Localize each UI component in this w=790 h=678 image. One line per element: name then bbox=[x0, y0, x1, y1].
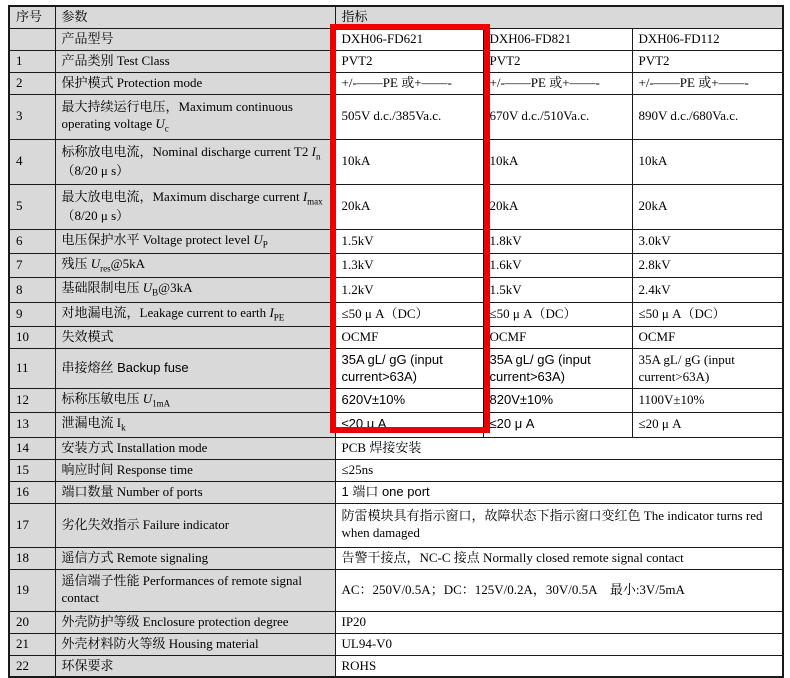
table-row bbox=[9, 72, 783, 94]
param-label: 产品型号 bbox=[55, 28, 335, 50]
value-cell: ROHS bbox=[335, 655, 783, 677]
value-cell: 20kA bbox=[632, 184, 783, 229]
row-no: 22 bbox=[9, 655, 55, 677]
value-cell: AC：250V/0.5A；DC：125V/0.2A，30V/0.5A 最小:3V/5mA bbox=[335, 569, 783, 611]
row-no: 14 bbox=[9, 437, 55, 459]
row-no: 17 bbox=[9, 503, 55, 547]
param-label: 泄漏电流 $I_k$ bbox=[55, 413, 335, 437]
spec-table bbox=[8, 5, 784, 678]
param-label: 失效模式 bbox=[55, 327, 335, 349]
header-row bbox=[9, 6, 783, 28]
table-row bbox=[9, 302, 783, 326]
value-cell: 防雷模块具有指示窗口，故障状态下指示窗口变红色 The indicator turns red when damaged bbox=[335, 503, 783, 547]
value-cell: 1.3kV bbox=[335, 254, 483, 278]
value-cell: ≤20 μ A bbox=[632, 413, 783, 437]
value-cell: OCMF bbox=[632, 327, 783, 349]
param-label: 劣化失效指示 Failure indicator bbox=[55, 503, 335, 547]
row-no: 10 bbox=[9, 327, 55, 349]
value-cell: ≤50 μ A（DC） bbox=[483, 302, 632, 326]
row-no: 13 bbox=[9, 413, 55, 437]
value-cell: 2.4kV bbox=[632, 278, 783, 302]
param-label: 遥信端子性能 Performances of remote signal contact bbox=[55, 569, 335, 611]
table-row bbox=[9, 413, 783, 437]
row-no: 5 bbox=[9, 184, 55, 229]
table-row bbox=[9, 278, 783, 302]
table-row bbox=[9, 389, 783, 413]
table-row bbox=[9, 437, 783, 459]
value-cell: 1 端口 one port bbox=[335, 481, 783, 503]
table-row bbox=[9, 655, 783, 677]
row-no: 16 bbox=[9, 481, 55, 503]
param-label: 安装方式 Installation mode bbox=[55, 437, 335, 459]
value-cell: 2.8kV bbox=[632, 254, 783, 278]
value-cell: OCMF bbox=[335, 327, 483, 349]
table-row bbox=[9, 184, 783, 229]
value-cell: ≤50 μ A（DC） bbox=[335, 302, 483, 326]
table-row bbox=[9, 139, 783, 184]
value-cell: 670V d.c./510Va.c. bbox=[483, 94, 632, 139]
value-cell: 35A gL/ gG (input current>63A) bbox=[483, 349, 632, 389]
col-header-param: 参数 bbox=[55, 6, 335, 28]
value-cell: PCB 焊接安装 bbox=[335, 437, 783, 459]
value-cell: 3.0kV bbox=[632, 229, 783, 253]
row-no: 18 bbox=[9, 547, 55, 569]
table-row bbox=[9, 94, 783, 139]
param-label: 遥信方式 Remote signaling bbox=[55, 547, 335, 569]
value-cell: PVT2 bbox=[335, 50, 483, 72]
table-row bbox=[9, 349, 783, 389]
param-label: 电压保护水平 Voltage protect level $U_P$ bbox=[55, 229, 335, 253]
table-row bbox=[9, 633, 783, 655]
value-cell: +/-——PE 或+——- bbox=[483, 72, 632, 94]
row-no: 15 bbox=[9, 459, 55, 481]
param-label: 端口数量 Number of ports bbox=[55, 481, 335, 503]
model-name-fd112: DXH06-FD112 bbox=[632, 28, 783, 50]
value-cell: ≤25ns bbox=[335, 459, 783, 481]
value-cell: 10kA bbox=[335, 139, 483, 184]
row-no: 4 bbox=[9, 139, 55, 184]
table-row bbox=[9, 327, 783, 349]
row-no: 7 bbox=[9, 254, 55, 278]
value-cell: UL94-V0 bbox=[335, 633, 783, 655]
value-cell: 35A gL/ gG (input current>63A) bbox=[335, 349, 483, 389]
row-no: 6 bbox=[9, 229, 55, 253]
param-label: 残压 $U_{res}@5kA$ bbox=[55, 254, 335, 278]
value-cell: 1.5kV bbox=[335, 229, 483, 253]
table-row bbox=[9, 569, 783, 611]
param-label: 响应时间 Response time bbox=[55, 459, 335, 481]
value-cell: 1.2kV bbox=[335, 278, 483, 302]
value-cell: 10kA bbox=[483, 139, 632, 184]
value-cell: 35A gL/ gG (input current>63A) bbox=[632, 349, 783, 389]
param-label: 最大放电电流，Maximum discharge current $I_{max}$ （8/20 μ s） bbox=[55, 184, 335, 229]
row-no: 9 bbox=[9, 302, 55, 326]
value-cell: +/-——PE 或+——- bbox=[335, 72, 483, 94]
row-no: 3 bbox=[9, 94, 55, 139]
table-row bbox=[9, 254, 783, 278]
value-cell: OCMF bbox=[483, 327, 632, 349]
row-no: 12 bbox=[9, 389, 55, 413]
model-name-fd821: DXH06-FD821 bbox=[483, 28, 632, 50]
param-label: 外壳材料防火等级 Housing material bbox=[55, 633, 335, 655]
value-cell: 10kA bbox=[632, 139, 783, 184]
value-cell: 1.8kV bbox=[483, 229, 632, 253]
value-cell: 1100V±10% bbox=[632, 389, 783, 413]
row-no: 8 bbox=[9, 278, 55, 302]
value-cell: 890V d.c./680Va.c. bbox=[632, 94, 783, 139]
param-label: 串接熔丝 Backup fuse bbox=[55, 349, 335, 389]
value-cell: IP20 bbox=[335, 611, 783, 633]
row-no bbox=[9, 28, 55, 50]
value-cell: 1.6kV bbox=[483, 254, 632, 278]
value-cell: 820V±10% bbox=[483, 389, 632, 413]
row-no: 20 bbox=[9, 611, 55, 633]
value-cell: 告警干接点，NC-C 接点 Normally closed remote signal contact bbox=[335, 547, 783, 569]
param-label: 外壳防护等级 Enclosure protection degree bbox=[55, 611, 335, 633]
value-cell: ≤50 μ A（DC） bbox=[632, 302, 783, 326]
value-cell: 1.5kV bbox=[483, 278, 632, 302]
row-no: 2 bbox=[9, 72, 55, 94]
param-label: 产品类别 Test Class bbox=[55, 50, 335, 72]
value-cell: ≤20 μ A bbox=[335, 413, 483, 437]
model-name-fd621: DXH06-FD621 bbox=[335, 28, 483, 50]
value-cell: 20kA bbox=[335, 184, 483, 229]
value-cell: 505V d.c./385Va.c. bbox=[335, 94, 483, 139]
table-row bbox=[9, 611, 783, 633]
row-no: 1 bbox=[9, 50, 55, 72]
value-cell: +/-——PE 或+——- bbox=[632, 72, 783, 94]
param-label: 对地漏电流，Leakage current to earth $I_{PE}$ bbox=[55, 302, 335, 326]
value-cell: PVT2 bbox=[483, 50, 632, 72]
table-row bbox=[9, 229, 783, 253]
value-cell: 20kA bbox=[483, 184, 632, 229]
row-no: 21 bbox=[9, 633, 55, 655]
value-cell: ≤20 μ A bbox=[483, 413, 632, 437]
param-label: 最大持续运行电压，Maximum continuous operating voltage $U_c$ bbox=[55, 94, 335, 139]
table-row bbox=[9, 481, 783, 503]
row-no: 11 bbox=[9, 349, 55, 389]
model-row bbox=[9, 28, 783, 50]
col-header-no: 序号 bbox=[9, 6, 55, 28]
table-row bbox=[9, 459, 783, 481]
param-label: 基础限制电压 $U_B@3kA$ bbox=[55, 278, 335, 302]
param-label: 标称压敏电压 $U_{1mA}$ bbox=[55, 389, 335, 413]
table-row bbox=[9, 503, 783, 547]
param-label: 保护模式 Protection mode bbox=[55, 72, 335, 94]
table-row bbox=[9, 547, 783, 569]
param-label: 标称放电电流，Nominal discharge current T2 $I_n$ （8/20 μ s） bbox=[55, 139, 335, 184]
param-label: 环保要求 bbox=[55, 655, 335, 677]
col-header-indicator: 指标 bbox=[335, 6, 783, 28]
row-no: 19 bbox=[9, 569, 55, 611]
table-row bbox=[9, 50, 783, 72]
value-cell: 620V±10% bbox=[335, 389, 483, 413]
value-cell: PVT2 bbox=[632, 50, 783, 72]
